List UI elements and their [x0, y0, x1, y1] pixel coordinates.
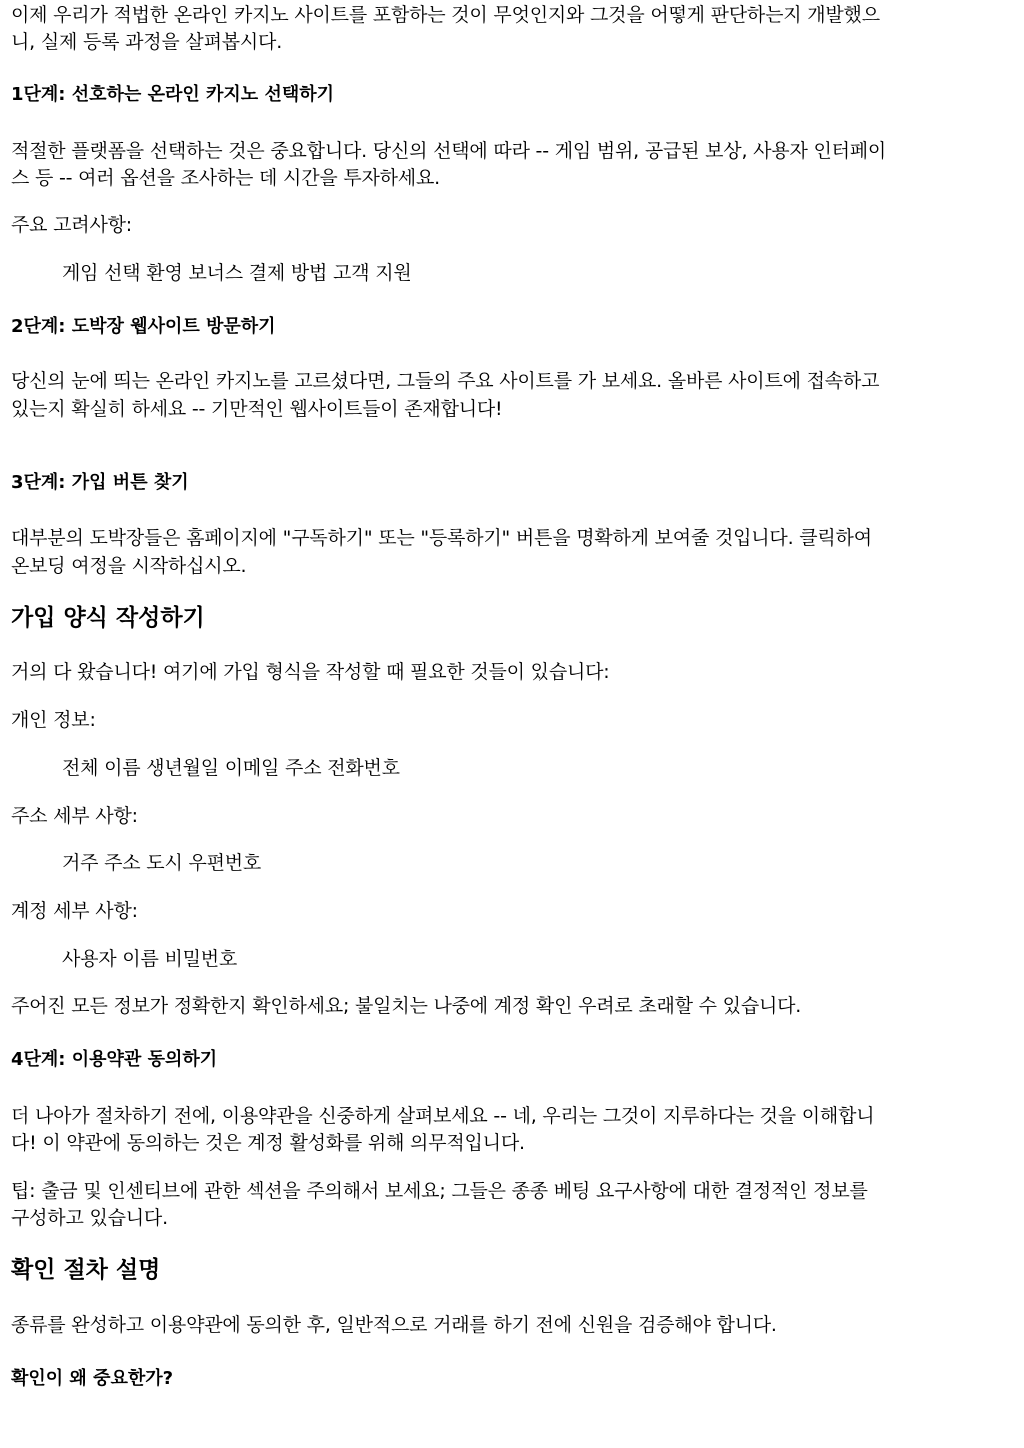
step4-heading: 4단계: 이용약관 동의하기	[11, 1049, 218, 1070]
signup-form-intro: 거의 다 왔습니다! 여기에 가입 형식을 작성할 때 필요한 것들이 있습니다:	[11, 661, 610, 683]
step4-tip-line-2: 구성하고 있습니다.	[11, 1207, 168, 1229]
step1-considerations-label: 주요 고려사항:	[11, 214, 132, 236]
verification-subheading: 확인이 왜 중요한가?	[11, 1368, 174, 1389]
step1-paragraph-line-2: 스 등 -- 여러 옵션을 조사하는 데 시간을 투자하세요.	[11, 167, 440, 189]
step1-considerations-list: 게임 선택 환영 보너스 결제 방법 고객 지원	[62, 262, 412, 284]
intro-text-line-2: 니, 실제 등록 과정을 살펴봅시다.	[11, 31, 283, 53]
step2-paragraph-line-1: 당신의 눈에 띄는 온라인 카지노를 고르셨다면, 그들의 주요 사이트를 가 보세요. 올바른 사이트에 접속하고	[11, 370, 880, 392]
step3-paragraph-line-2: 온보딩 여정을 시작하십시오.	[11, 555, 247, 577]
personal-info-label: 개인 정보:	[11, 709, 96, 731]
personal-info-list: 전체 이름 생년월일 이메일 주소 전화번호	[62, 757, 400, 779]
account-details-list: 사용자 이름 비밀번호	[62, 948, 238, 970]
step4-paragraph-line-2: 다! 이 약관에 동의하는 것은 계정 활성화를 위해 의무적입니다.	[11, 1132, 525, 1154]
verification-heading: 확인 절차 설명	[11, 1257, 161, 1283]
step1-paragraph-line-1: 적절한 플랫폼을 선택하는 것은 중요합니다. 당신의 선택에 따라 -- 게임 범위, 공급된 보상, 사용자 인터페이	[11, 140, 887, 162]
signup-form-heading: 가입 양식 작성하기	[11, 605, 205, 631]
step2-heading: 2단계: 도박장 웹사이트 방문하기	[11, 316, 276, 337]
step3-heading: 3단계: 가입 버튼 찾기	[11, 472, 189, 493]
step2-paragraph-line-2: 있는지 확실히 하세요 -- 기만적인 웹사이트들이 존재합니다!	[11, 398, 503, 420]
step4-tip-line-1: 팁: 출금 및 인센티브에 관한 섹션을 주의해서 보세요; 그들은 종종 베팅 요구사항에 대한 결정적인 정보를	[11, 1180, 868, 1202]
signup-form-note: 주어진 모든 정보가 정확한지 확인하세요; 불일치는 나중에 계정 확인 우려로 초래할 수 있습니다.	[11, 995, 802, 1017]
intro-text-line-1: 이제 우리가 적법한 온라인 카지노 사이트를 포함하는 것이 무엇인지와 그것을 어떻게 판단하는지 개발했으	[11, 4, 880, 26]
address-details-list: 거주 주소 도시 우편번호	[62, 852, 262, 874]
account-details-label: 계정 세부 사항:	[11, 900, 138, 922]
step3-paragraph-line-1: 대부분의 도박장들은 홈페이지에 "구독하기" 또는 "등록하기" 버튼을 명확하게 보여줄 것입니다. 클릭하여	[11, 527, 872, 549]
step4-paragraph-line-1: 더 나아가 절차하기 전에, 이용약관을 신중하게 살펴보세요 -- 네, 우리는 그것이 지루하다는 것을 이해합니	[11, 1105, 875, 1127]
address-details-label: 주소 세부 사항:	[11, 805, 138, 827]
verification-paragraph: 종류를 완성하고 이용약관에 동의한 후, 일반적으로 거래를 하기 전에 신원을 검증해야 합니다.	[11, 1314, 777, 1336]
step1-heading: 1단계: 선호하는 온라인 카지노 선택하기	[11, 84, 334, 105]
